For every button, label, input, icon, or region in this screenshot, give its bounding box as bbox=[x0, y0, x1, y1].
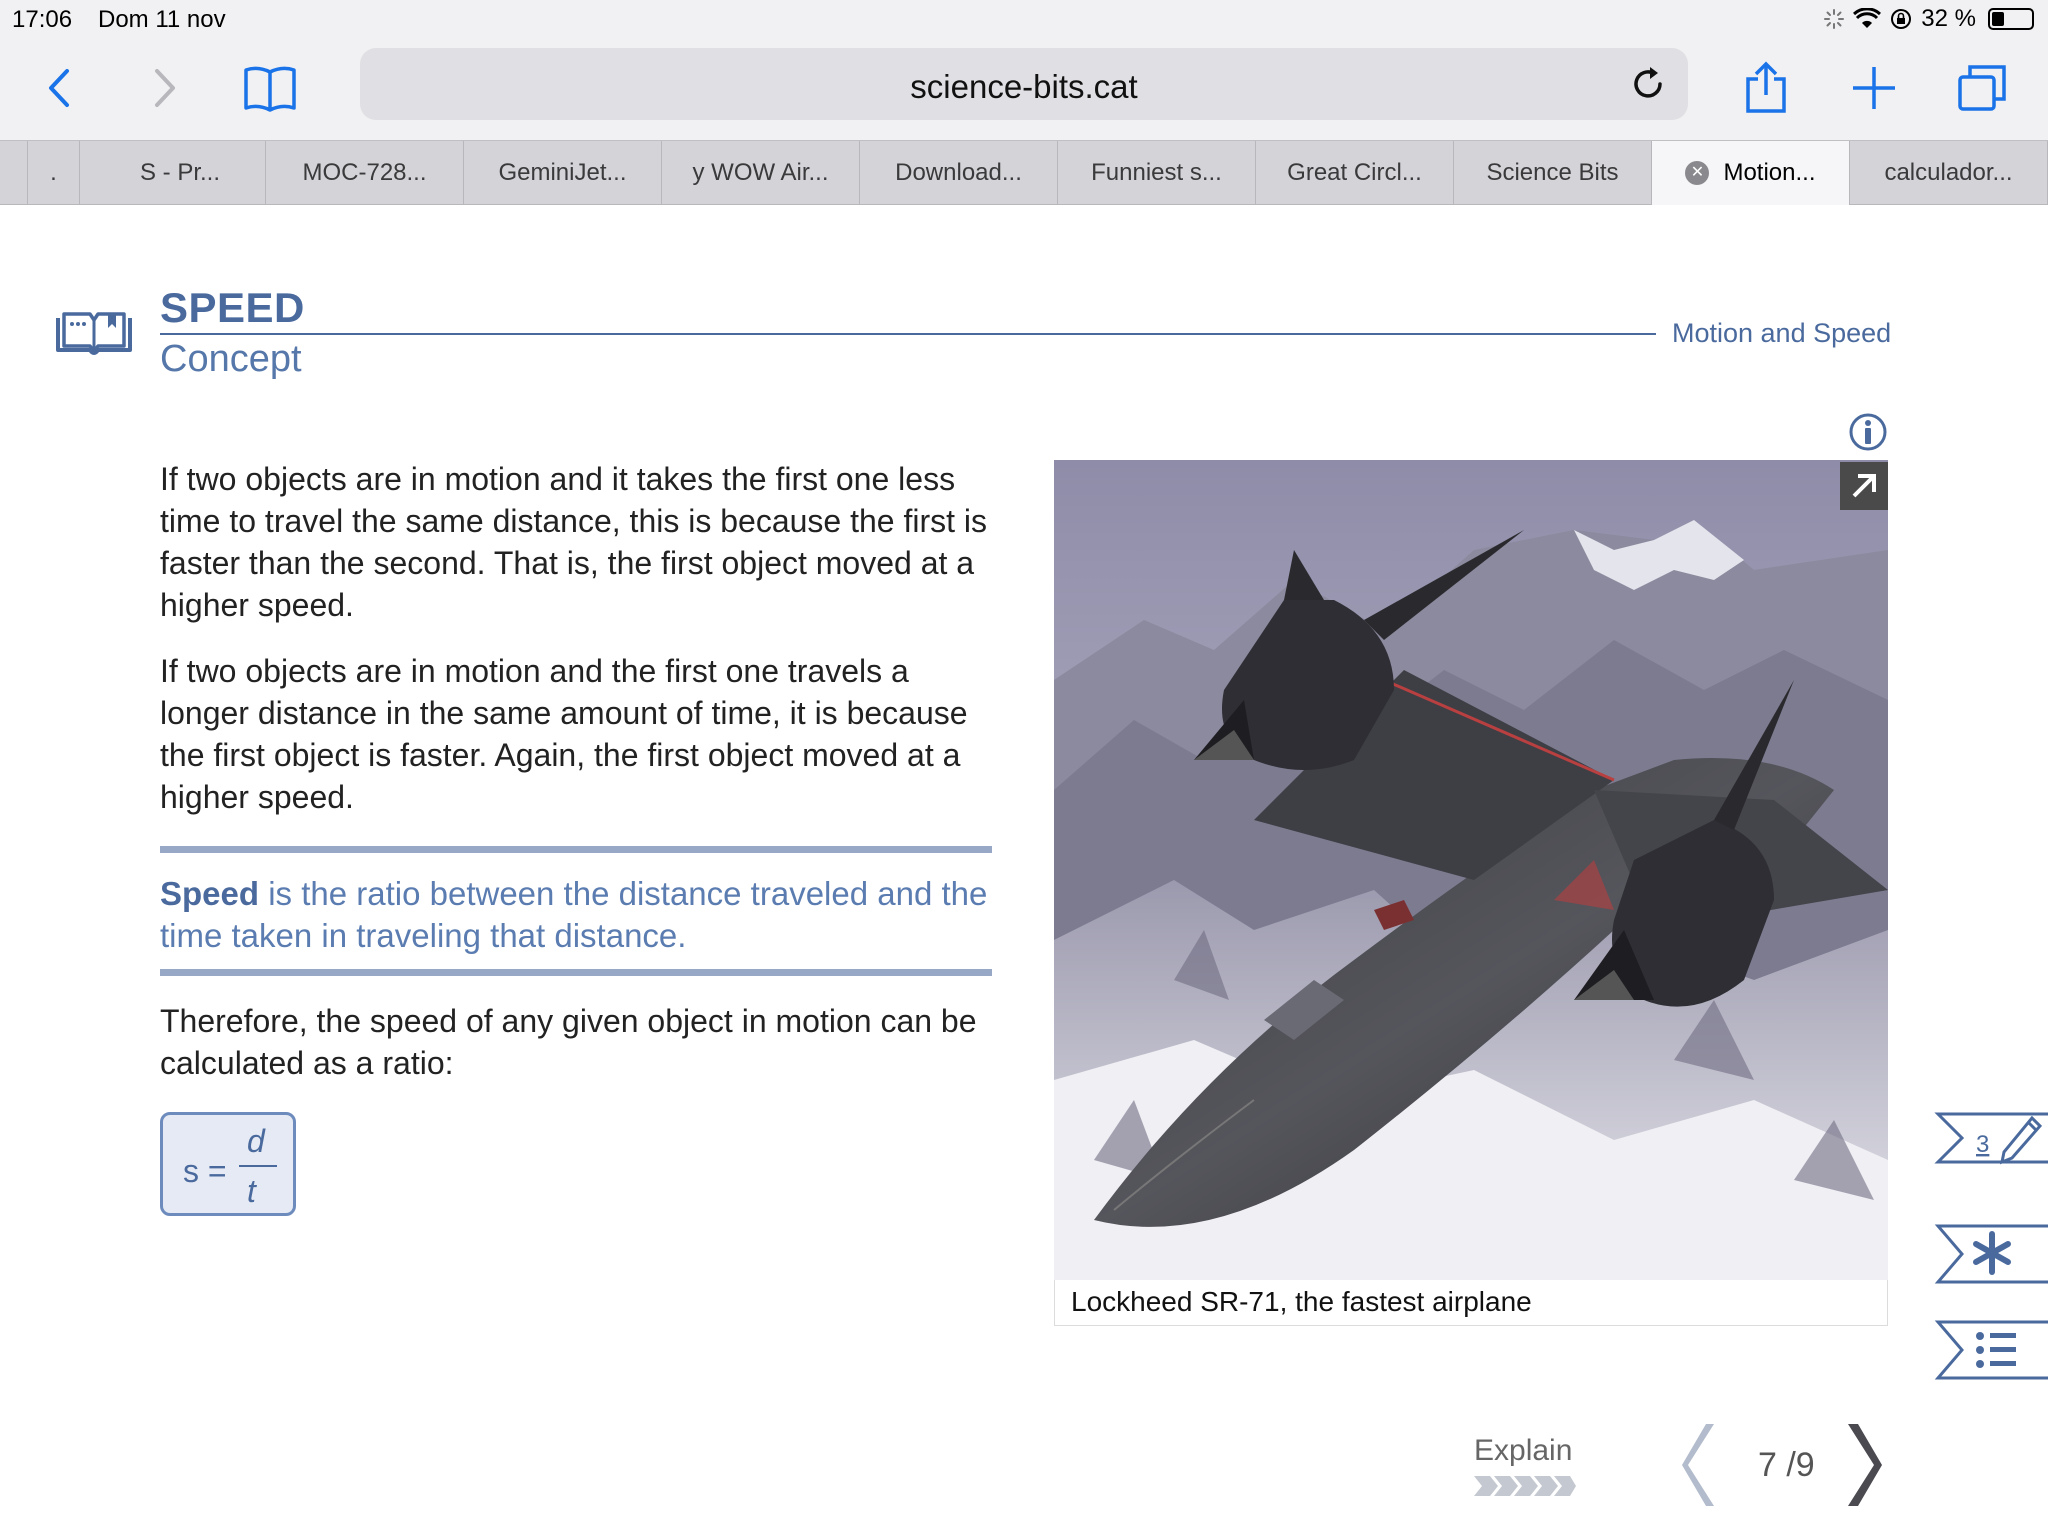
open-book-icon bbox=[54, 310, 134, 360]
sr71-photo[interactable] bbox=[1054, 460, 1888, 1280]
bookmarks-icon[interactable] bbox=[240, 58, 300, 118]
url-text: science-bits.cat bbox=[910, 68, 1138, 105]
definition-text: is the ratio between the distance traveled and the time taken in traveling that distance. bbox=[160, 875, 988, 954]
status-bar bbox=[0, 0, 2048, 40]
add-tab-icon[interactable] bbox=[1844, 58, 1904, 118]
therefore-text: Therefore, the speed of any given object in motion can be calculated as a ratio: bbox=[160, 1003, 977, 1081]
tab[interactable]: Great Circl... bbox=[1256, 141, 1454, 205]
image-caption-box bbox=[1054, 1280, 1888, 1326]
fraction-bar bbox=[239, 1165, 277, 1167]
tab-label: Motion... bbox=[1723, 159, 1816, 186]
tab[interactable] bbox=[0, 141, 28, 205]
header-divider bbox=[160, 333, 1656, 335]
tabs-icon[interactable] bbox=[1952, 58, 2012, 118]
tab[interactable]: y WOW Air... bbox=[662, 141, 860, 205]
image-caption: Lockheed SR-71, the fastest airplane bbox=[1071, 1286, 1532, 1317]
tab-bar bbox=[0, 140, 2048, 205]
formula-denominator: t bbox=[247, 1173, 256, 1209]
tab-active[interactable] bbox=[1652, 141, 1850, 205]
next-page-icon[interactable] bbox=[1838, 1420, 1888, 1510]
previous-page-icon[interactable] bbox=[1674, 1420, 1724, 1510]
expand-icon bbox=[1840, 462, 1888, 510]
breadcrumb[interactable]: Motion and Speed bbox=[1672, 318, 1892, 348]
highlight-tool[interactable] bbox=[1934, 1216, 2048, 1292]
address-bar[interactable] bbox=[360, 48, 1688, 120]
index-tool[interactable] bbox=[1934, 1312, 2048, 1388]
status-time: 17:06 bbox=[12, 6, 73, 33]
paragraph: If two objects are in motion and it takes the first one less time to travel the same distance, this is because the first is faster than the second. That is, the first object moved at a higher speed. bbox=[160, 461, 988, 623]
tab[interactable]: calculador... bbox=[1850, 141, 2048, 205]
notes-count: 3 bbox=[1976, 1131, 1990, 1158]
orientation-lock-icon bbox=[1889, 7, 1913, 31]
browser-toolbar bbox=[0, 40, 2048, 140]
status-date: Dom 11 nov bbox=[98, 6, 226, 33]
formula-lhs: s = bbox=[183, 1153, 227, 1189]
tab[interactable]: MOC-728... bbox=[266, 141, 464, 205]
paragraph: If two objects are in motion and the first one travels a longer distance in the same amount of time, it is because the first object is faster. Again, the first object moved at a higher speed. bbox=[160, 653, 968, 815]
list-icon bbox=[1934, 1312, 2048, 1388]
tab[interactable]: GeminiJet... bbox=[464, 141, 662, 205]
explain-progress-icon bbox=[1472, 1474, 1576, 1498]
note-pencil-icon bbox=[1934, 1100, 2048, 1176]
forward-icon[interactable] bbox=[134, 58, 194, 118]
expand-image-button[interactable] bbox=[1840, 462, 1888, 510]
battery-percent: 32 % bbox=[1921, 5, 1976, 32]
speed-formula[interactable] bbox=[160, 1112, 296, 1216]
share-icon[interactable] bbox=[1736, 58, 1796, 118]
status-indicators bbox=[1823, 5, 2034, 33]
reload-icon[interactable] bbox=[1626, 62, 1670, 106]
page-subtitle: Concept bbox=[160, 338, 302, 380]
info-icon[interactable] bbox=[1848, 412, 1888, 452]
definition-box bbox=[160, 846, 992, 976]
tab[interactable]: Funniest s... bbox=[1058, 141, 1256, 205]
tab[interactable]: S - Pr... bbox=[80, 141, 266, 205]
battery-icon bbox=[1988, 8, 2034, 30]
page-indicator: 7 /9 bbox=[1758, 1446, 1815, 1484]
tab[interactable]: Science Bits bbox=[1454, 141, 1652, 205]
tab[interactable]: Download... bbox=[860, 141, 1058, 205]
concept-text bbox=[160, 458, 1000, 842]
wifi-icon bbox=[1853, 8, 1881, 30]
explain-label[interactable]: Explain bbox=[1474, 1434, 1573, 1467]
tab[interactable]: . bbox=[28, 141, 80, 205]
close-tab-icon[interactable]: ✕ bbox=[1685, 161, 1709, 185]
definition-term: Speed bbox=[160, 875, 260, 912]
notes-tool[interactable] bbox=[1934, 1100, 2048, 1176]
asterisk-icon bbox=[1934, 1216, 2048, 1292]
page-title: SPEED bbox=[160, 284, 305, 331]
back-icon[interactable] bbox=[30, 58, 90, 118]
activity-icon bbox=[1823, 8, 1845, 30]
formula-numerator: d bbox=[247, 1123, 265, 1159]
